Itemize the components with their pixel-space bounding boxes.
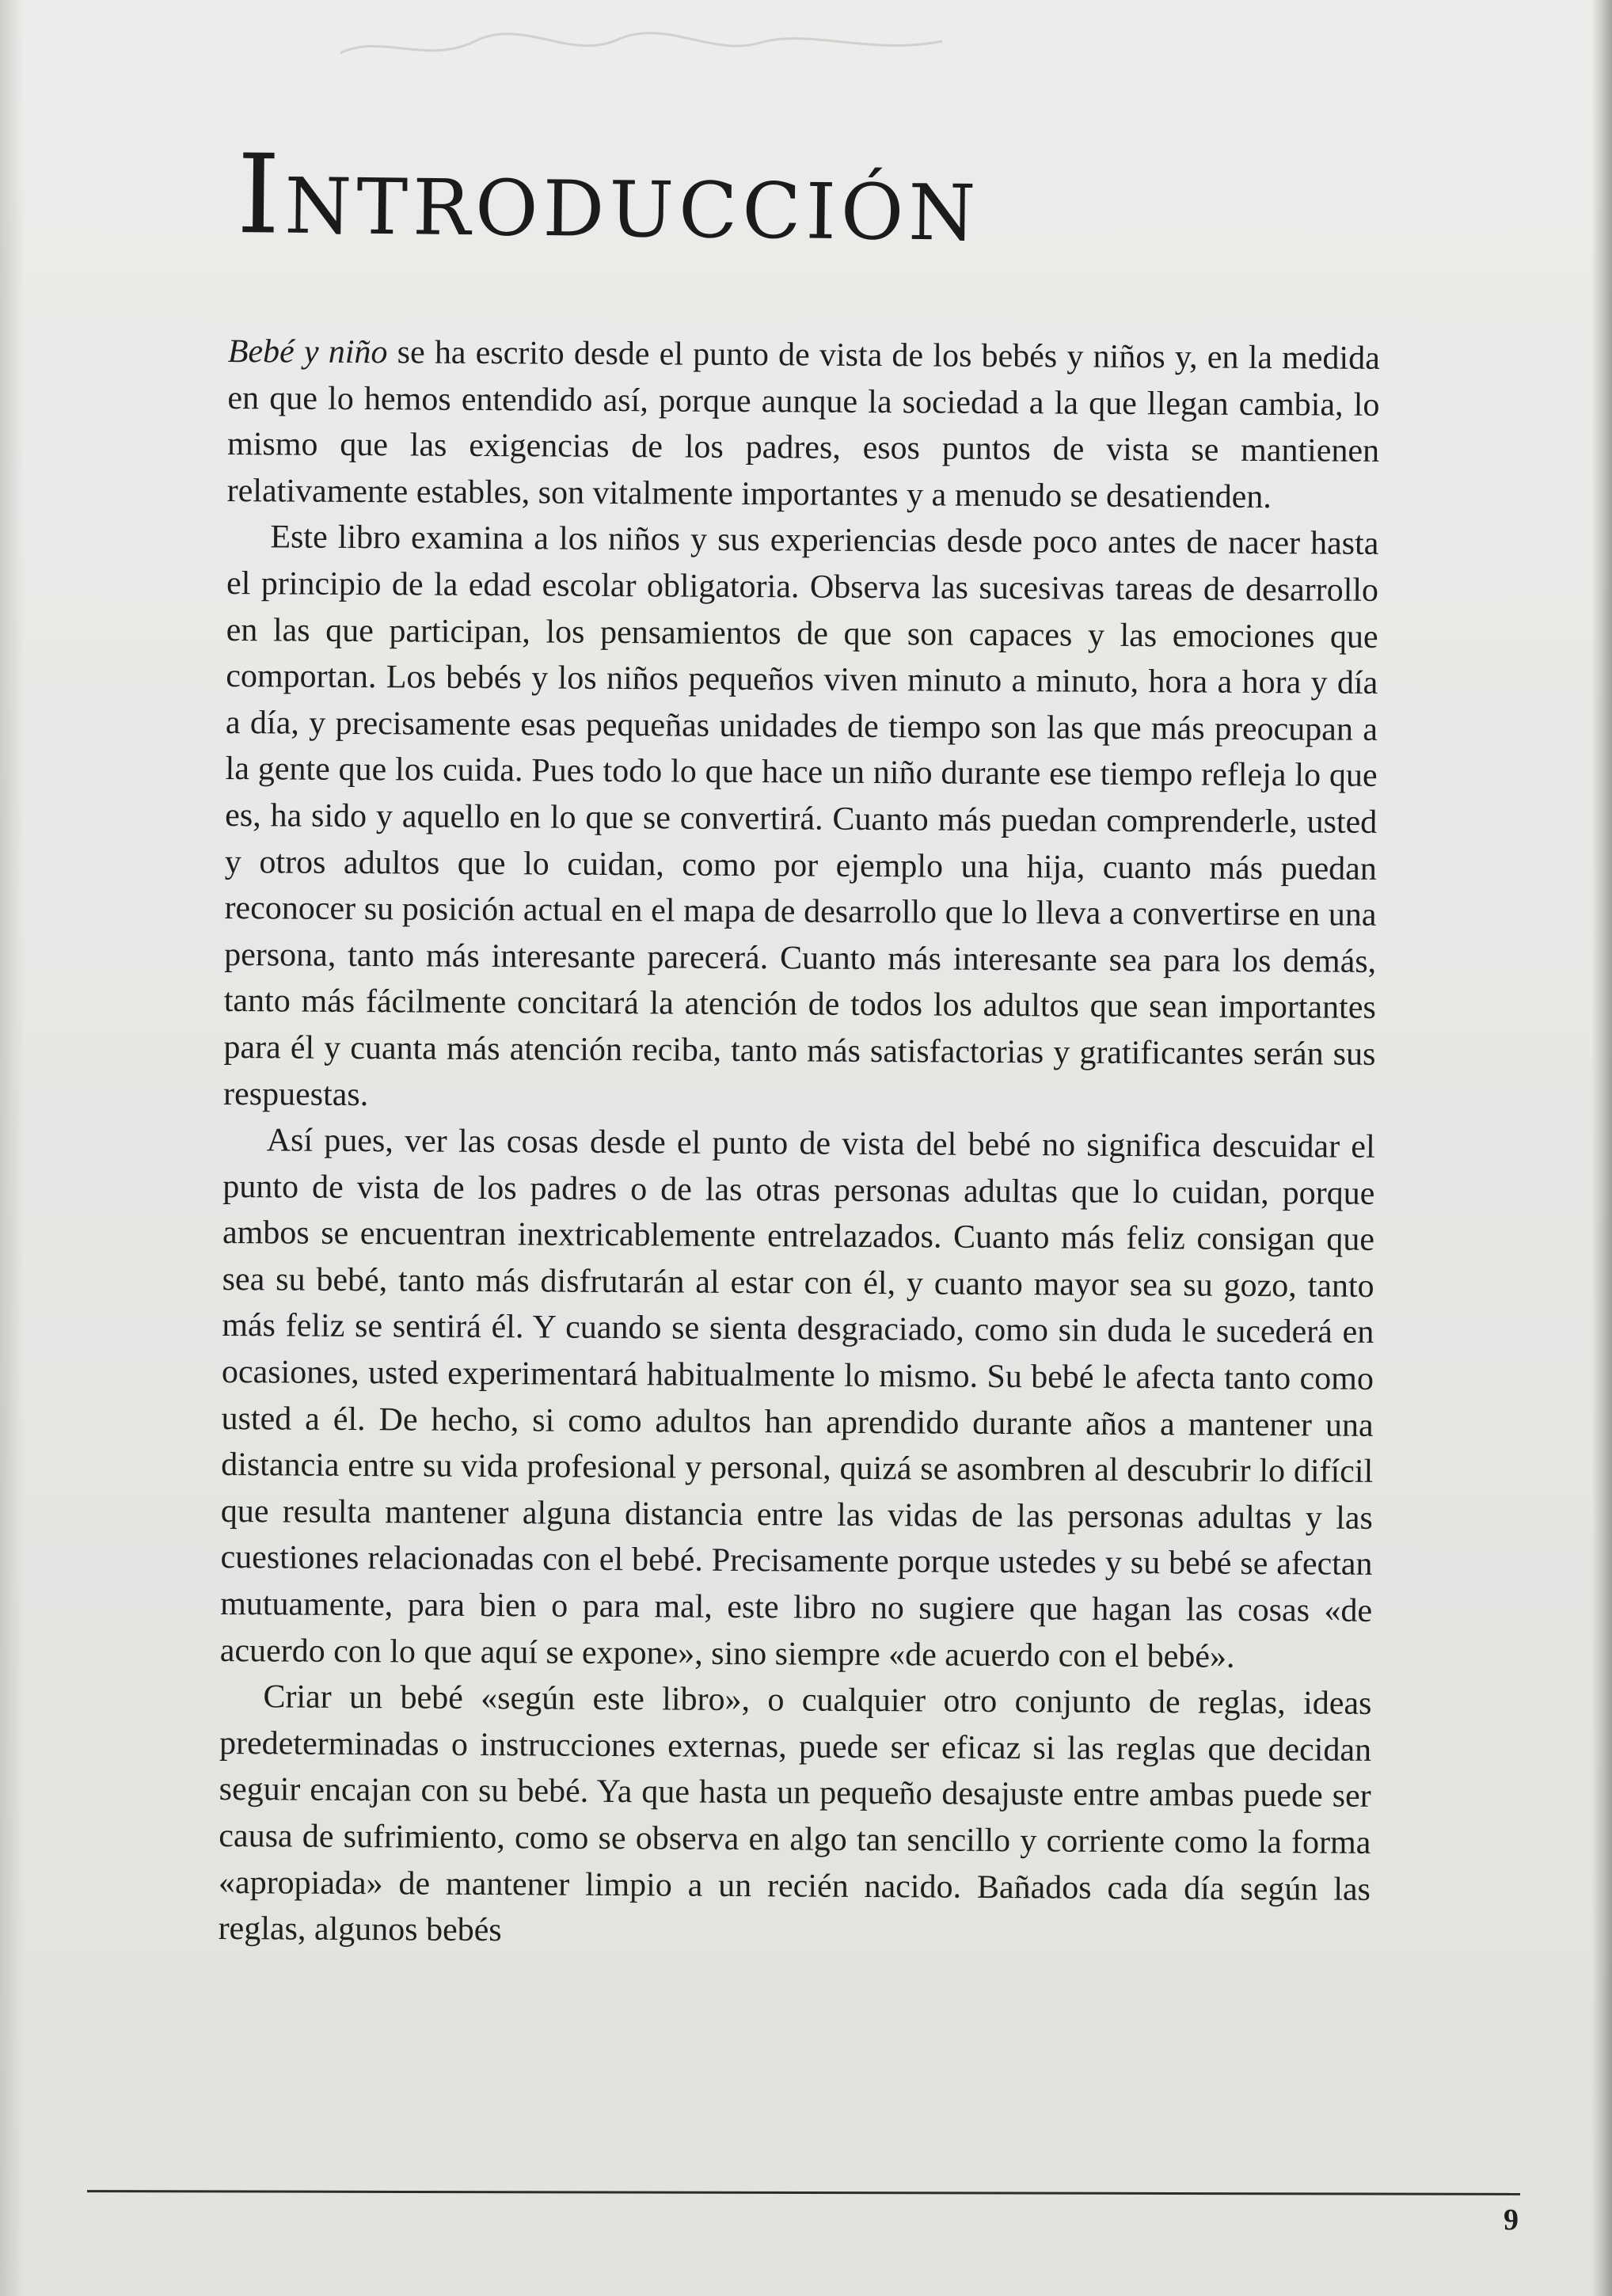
paragraph-1	[227, 329, 1380, 521]
book-title-italic: Bebé y niño	[227, 333, 388, 371]
paragraph-3: Así pues, ver las cosas desde el punto de vista del bebé no significa descuidar el punto de vista de los padres o de las otras personas adultas que lo cuidan, porque ambos se encuentran inextricablemente entrelazados. Cuanto más feliz consigan que sea su bebé, tanto más disfrutarán al estar con él, y cuanto mayor sea su gozo, tanto más feliz se sentirá él. Y cuando se sienta desgraciado, como sin duda le sucederá en ocasiones, usted experimentará habitualmente lo mismo. Su bebé le afecta tanto como usted a él. De hecho, si como adultos han aprendido durante años a mantener una distancia entre su vida profesional y personal, quizá se asombren al descubrir lo difícil que resulta mantener alguna distancia entre las vidas de las personas adultas y las cuestiones relacionadas con el bebé. Precisamente porque ustedes y su bebé se afectan mutuamente, para bien o para mal, este libro no sugiere que hagan las cosas «de acuerdo con lo que aquí se expone», sino siempre «de acuerdo con el bebé».	[219, 1122, 1375, 1675]
page-edge-shadow	[1591, 0, 1612, 2296]
paragraph-4: Criar un bebé «según este libro», o cualquier otro conjunto de reglas, ideas predeterminadas o instrucciones externas, puede ser eficaz si las reglas que decidan seguir encajan con su bebé. Ya que hasta un pequeño desajuste entre ambas puede ser causa de sufrimiento, como se observa en algo tan sencillo y corriente como la forma «apropiada» de mantener limpio a un recién nacido. Bañados cada día según las reglas, algunos bebés	[218, 1678, 1372, 1949]
footer-rule	[87, 2190, 1520, 2195]
body-text	[218, 329, 1380, 1960]
paragraph-2: Este libro examina a los niños y sus experiencias desde poco antes de nacer hasta el principio de la edad escolar obligatoria. Observa las sucesivas tareas de desarrollo en las que participan, los pensamientos de que son capaces y las emociones que comportan. Los bebés y los niños pequeños viven minuto a minuto, hora a hora y día a día, y precisamente esas pequeñas unidades de tiempo son las que más preocupan a la gente que los cuida. Pues todo lo que hace un niño durante ese tiempo refleja lo que es, ha sido y aquello en lo que se convertirá. Cuanto más puedan comprenderle, usted y otros adultos que lo cuidan, como por ejemplo una hija, cuanto más puedan reconocer su posición actual en el mapa de desarrollo que lo lleva a convertirse en una persona, tanto más interesante parecerá. Cuanto más interesante sea para los demás, tanto más fácilmente concitará la atención de todos los adultos que sean importantes para él y cuanta más atención reciba, tanto más satisfactorias y gratificantes serán sus respuestas.	[222, 519, 1379, 1113]
page-gutter-shadow	[0, 0, 24, 2296]
page-number: 9	[1504, 2203, 1519, 2237]
page-title: Introducción	[236, 131, 982, 266]
paragraph-1-text: se ha escrito desde el punto de vista de los bebés y niños y, en la medida en que lo hemos entendido así, porque aunque la sociedad a la que llegan cambia, lo mismo que las exigencias de los padres, esos puntos de vista se mantienen relativamente estables, son vitalmente importantes y a menudo se desatienden.	[226, 334, 1380, 515]
faint-pencil-marks	[333, 17, 950, 73]
